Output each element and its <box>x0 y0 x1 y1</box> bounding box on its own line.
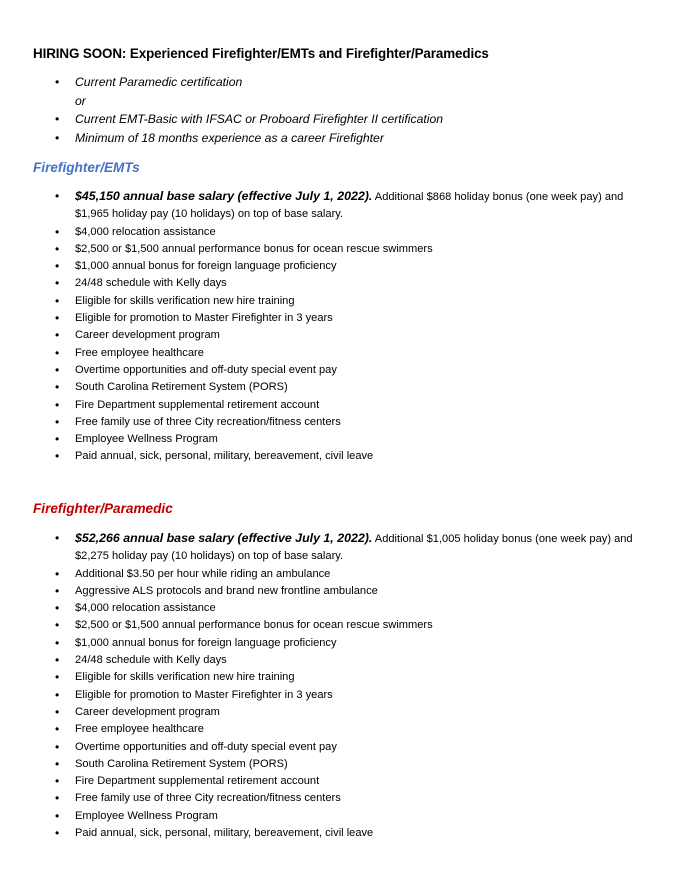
emt-benefit-item: • Eligible for promotion to Master Firefighter in 3 years <box>55 310 623 327</box>
requirement-item: • Minimum of 18 months experience as a career Firefighter <box>55 129 443 148</box>
paramedic-benefit-item: • $4,000 relocation assistance <box>55 600 633 617</box>
paramedic-salary-lead: $52,266 annual base salary (effective July 1, 2022). <box>75 531 373 545</box>
requirement-connector: or <box>75 93 86 108</box>
paramedic-benefit-item: • Free family use of three City recreation/fitness centers <box>55 790 633 807</box>
emt-salary-item <box>55 188 623 224</box>
paramedic-benefit-item: • 24/48 schedule with Kelly days <box>55 652 633 669</box>
emt-benefit-item: • Fire Department supplemental retirement account <box>55 397 623 414</box>
paramedic-benefit-item: • Overtime opportunities and off-duty special event pay <box>55 739 633 756</box>
emt-benefit-item: • Free family use of three City recreation/fitness centers <box>55 414 623 431</box>
requirements-list <box>55 73 443 147</box>
paramedic-benefit-item: • Employee Wellness Program <box>55 808 633 825</box>
emt-benefit-item: • $1,000 annual bonus for foreign language proficiency <box>55 258 623 275</box>
paramedic-benefit-item: • Paid annual, sick, personal, military, bereavement, civil leave <box>55 825 633 842</box>
paramedic-benefit-item: • Eligible for promotion to Master Firefighter in 3 years <box>55 687 633 704</box>
paramedic-benefit-item: • $2,500 or $1,500 annual performance bonus for ocean rescue swimmers <box>55 617 633 634</box>
paramedic-benefit-item: • South Carolina Retirement System (PORS) <box>55 756 633 773</box>
paramedic-salary-line2: $2,275 holiday pay (10 holidays) on top of base salary. <box>75 550 344 563</box>
emt-benefit-item: • Free employee healthcare <box>55 345 623 362</box>
emt-benefit-item: • Career development program <box>55 327 623 344</box>
paramedic-benefit-item: • Eligible for skills verification new hire training <box>55 669 633 686</box>
emt-salary-rest: Additional $868 holiday bonus (one week pay) and <box>372 191 624 203</box>
paramedic-benefit-item: • Career development program <box>55 704 633 721</box>
emt-benefits-list <box>55 188 623 466</box>
page-title: HIRING SOON: Experienced Firefighter/EMTs and Firefighter/Paramedics <box>33 46 489 61</box>
paramedic-salary-item <box>55 530 633 566</box>
paramedic-heading: Firefighter/Paramedic <box>33 501 173 516</box>
paramedic-benefit-item: • $1,000 annual bonus for foreign language proficiency <box>55 635 633 652</box>
emt-benefit-item: • Paid annual, sick, personal, military, bereavement, civil leave <box>55 448 623 465</box>
emt-benefit-item: • South Carolina Retirement System (PORS) <box>55 379 623 396</box>
emt-salary-lead: $45,150 annual base salary (effective July 1, 2022). <box>75 189 373 203</box>
paramedic-salary-rest: Additional $1,005 holiday bonus (one week pay) and <box>372 533 633 545</box>
emt-benefit-item: • Overtime opportunities and off-duty special event pay <box>55 362 623 379</box>
paramedic-benefit-item: • Free employee healthcare <box>55 721 633 738</box>
requirement-item: • Current EMT-Basic with IFSAC or Proboard Firefighter II certification <box>55 110 443 129</box>
emt-benefit-item: • $4,000 relocation assistance <box>55 224 623 241</box>
emt-salary-line2: $1,965 holiday pay (10 holidays) on top of base salary. <box>75 208 344 221</box>
emt-heading: Firefighter/EMTs <box>33 160 140 175</box>
paramedic-benefit-item: • Aggressive ALS protocols and brand new frontline ambulance <box>55 583 633 600</box>
requirement-item: • Current Paramedic certification <box>55 73 443 92</box>
paramedic-benefit-item: • Fire Department supplemental retirement account <box>55 773 633 790</box>
emt-benefit-item: • Eligible for skills verification new hire training <box>55 293 623 310</box>
paramedic-benefit-item: • Additional $3.50 per hour while riding an ambulance <box>55 566 633 583</box>
emt-benefit-item: • Employee Wellness Program <box>55 431 623 448</box>
emt-benefit-item: • 24/48 schedule with Kelly days <box>55 275 623 292</box>
paramedic-benefits-list <box>55 530 633 842</box>
emt-benefit-item: • $2,500 or $1,500 annual performance bonus for ocean rescue swimmers <box>55 241 623 258</box>
